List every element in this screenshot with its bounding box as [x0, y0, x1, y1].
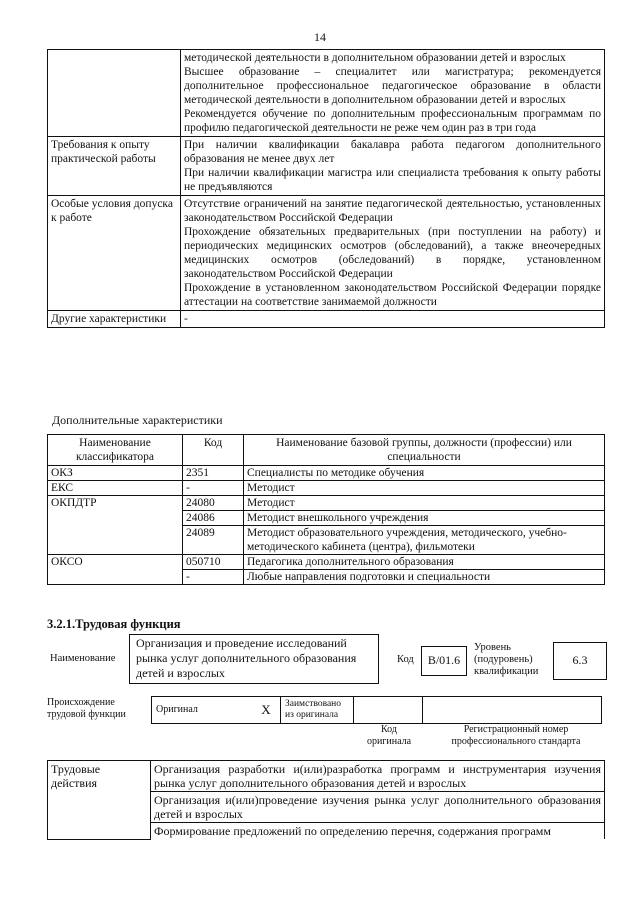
code-cell: -	[183, 570, 244, 585]
row-content	[181, 311, 605, 328]
code-cell: 2351	[183, 466, 244, 481]
level-label: Уровень (подуровень) квалификации	[474, 642, 539, 677]
actions-label: Трудовые действия	[48, 761, 151, 840]
additional-characteristics-table	[47, 434, 605, 585]
row-label: Другие характеристики	[48, 311, 181, 328]
code-cell: -	[183, 481, 244, 496]
origin-table	[151, 696, 602, 724]
original-code-cell	[354, 697, 423, 724]
table-row	[48, 137, 605, 196]
function-name-box: Организация и проведение исследований рынка услуг дополнительного образования детей и взрослых	[129, 634, 379, 684]
paragraph: методической деятельности в дополнительном образовании детей и взрослых	[184, 52, 566, 64]
requirements-table	[47, 49, 605, 328]
table-row	[48, 570, 605, 585]
name-cell: Методист образовательного учреждения, методического, учебно-методического кабинета (центра), фильмотеки	[244, 526, 605, 555]
paragraph: Отсутствие ограничений на занятие педагогической деятельностью, установленных законодательством Российской Федерации	[184, 198, 601, 224]
code-caption: Код оригинала	[366, 724, 412, 747]
paragraph: При наличии квалификации бакалавра работа педагогом дополнительного образования не менее двух лет	[184, 139, 601, 165]
section-heading: 3.2.1.Трудовая функция	[47, 617, 181, 631]
row-content	[181, 137, 605, 196]
paragraph: Высшее образование – специалитет или магистратура; рекомендуется дополнительное профессиональное педагогическое образование в области методической деятельности в дополнительном образовании детей и взрослых	[184, 66, 601, 106]
name-cell: Специалисты по методике обучения	[244, 466, 605, 481]
code-label: Код	[397, 654, 414, 665]
table-row	[48, 196, 605, 311]
classifier-cell: ОКПДТР	[48, 496, 183, 511]
table-row	[48, 526, 605, 555]
classifier-cell	[48, 511, 183, 526]
paragraph: -	[184, 313, 188, 325]
table-row	[48, 481, 605, 496]
classifier-cell	[48, 526, 183, 555]
table-row	[48, 761, 605, 792]
code-cell: 24089	[183, 526, 244, 555]
classifier-cell	[48, 570, 183, 585]
table-row	[48, 50, 605, 137]
origin-label: Происхождение трудовой функции	[47, 697, 126, 720]
action-item: Формирование предложений по определению перечня, содержания программ	[151, 823, 605, 840]
row-content	[181, 196, 605, 311]
column-header: Код	[183, 435, 244, 466]
function-code-box: В/01.6	[421, 646, 467, 676]
name-cell: Методист	[244, 496, 605, 511]
registration-caption: Регистрационный номер профессионального стандарта	[451, 724, 581, 747]
paragraph: При наличии квалификации магистра или специалиста требования к опыту работы не предъявляются	[184, 167, 601, 193]
table-row	[48, 311, 605, 328]
classifier-cell: ЕКС	[48, 481, 183, 496]
name-cell: Методист внешкольного учреждения	[244, 511, 605, 526]
header-row	[48, 435, 605, 466]
registration-number-cell	[423, 697, 602, 724]
row-content	[181, 50, 605, 137]
row-label: Требования к опыту практической работы	[48, 137, 181, 196]
paragraph: Прохождение в установленном законодательством Российской Федерации порядке аттестации на соответствие занимаемой должности	[184, 282, 601, 308]
section-caption: Дополнительные характеристики	[52, 413, 223, 427]
action-item: Организация и(или)проведение изучения рынка услуг дополнительного образования детей и взрослых	[151, 792, 605, 823]
paragraph: Прохождение обязательных предварительных (при поступлении на работу) и периодических медицинских осмотров (обследований), а также внеочередных медицинских осмотров (обследований) в порядке, установленном законодательством Российской Федерации	[184, 226, 601, 280]
page-number: 14	[314, 30, 326, 44]
name-cell: Методист	[244, 481, 605, 496]
code-cell: 24080	[183, 496, 244, 511]
paragraph: Рекомендуется обучение по дополнительным профессиональным программам по профилю педагогической деятельности не реже чем один раз в три года	[184, 108, 601, 134]
origin-row	[152, 697, 602, 724]
code-cell: 050710	[183, 555, 244, 570]
original-label: Оригинал	[152, 697, 253, 724]
row-label: Особые условия допуска к работе	[48, 196, 181, 311]
table-row	[48, 511, 605, 526]
labour-actions-table	[47, 760, 605, 840]
column-header: Наименование классификатора	[48, 435, 183, 466]
table-row	[48, 555, 605, 570]
classifier-cell: ОКСО	[48, 555, 183, 570]
level-box: 6.3	[553, 642, 607, 680]
code-cell: 24086	[183, 511, 244, 526]
column-header: Наименование базовой группы, должности (профессии) или специальности	[244, 435, 605, 466]
table-row	[48, 496, 605, 511]
name-cell: Любые направления подготовки и специальности	[244, 570, 605, 585]
row-label	[48, 50, 181, 137]
name-label: Наименование	[50, 653, 116, 664]
original-mark: X	[252, 697, 281, 724]
name-cell: Педагогика дополнительного образования	[244, 555, 605, 570]
borrowed-label: Заимствовано из оригинала	[281, 697, 354, 724]
action-item: Организация разработки и(или)разработка программ и инструментария изучения рынка услуг дополнительного образования детей и взрослых	[151, 761, 605, 792]
table-row	[48, 466, 605, 481]
classifier-cell: ОКЗ	[48, 466, 183, 481]
